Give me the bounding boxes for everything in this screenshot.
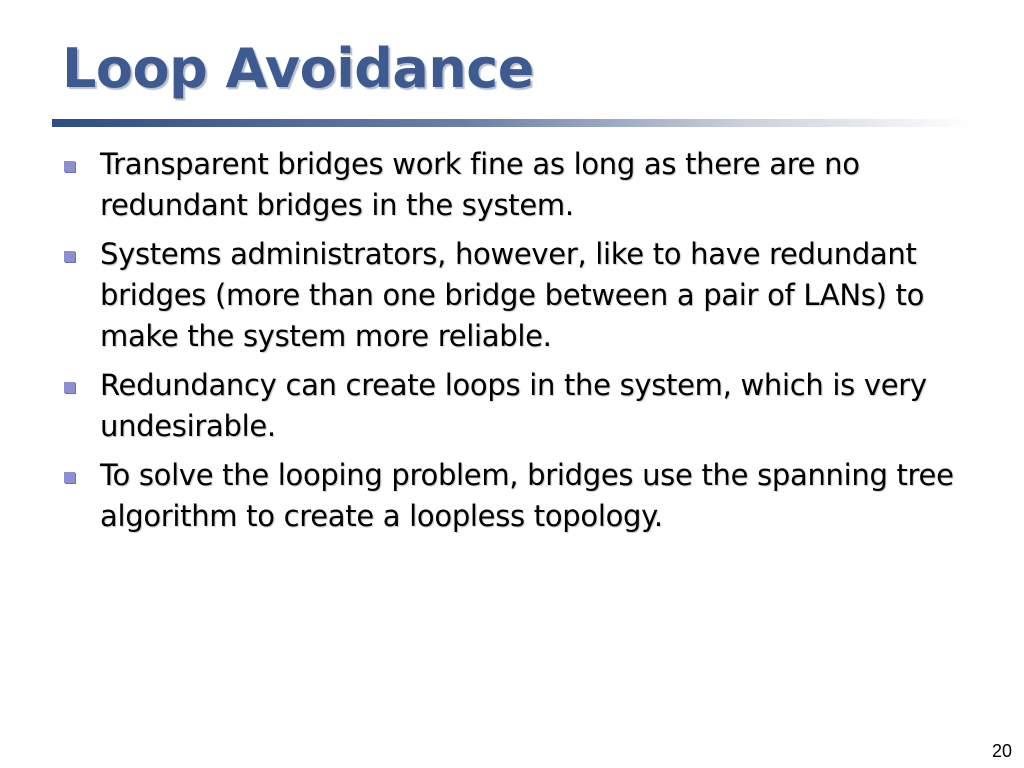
square-bullet-icon [64,251,75,262]
bullet-item [62,234,982,357]
bullet-item [62,365,982,447]
square-bullet-icon [64,472,75,483]
bullet-text: Systems administrators, however, like to have redundant bridges (more than one bridge between a pair of LANs) to make the system more reliable. [100,237,925,353]
square-bullet-icon [64,161,75,172]
bullet-text: Transparent bridges work fine as long as there are no redundant bridges in the system. [100,147,860,222]
bullet-item [62,455,982,537]
bullet-text: To solve the looping problem, bridges use the spanning tree algorithm to create a loopless topology. [100,458,954,533]
bullet-list [62,144,982,545]
slide-title: Loop Avoidance [62,37,534,100]
page-number: 20 [991,741,1012,761]
bullet-item [62,144,982,226]
bullet-text: Redundancy can create loops in the system, which is very undesirable. [100,368,927,443]
square-bullet-icon [64,382,75,393]
title-divider [52,119,972,127]
